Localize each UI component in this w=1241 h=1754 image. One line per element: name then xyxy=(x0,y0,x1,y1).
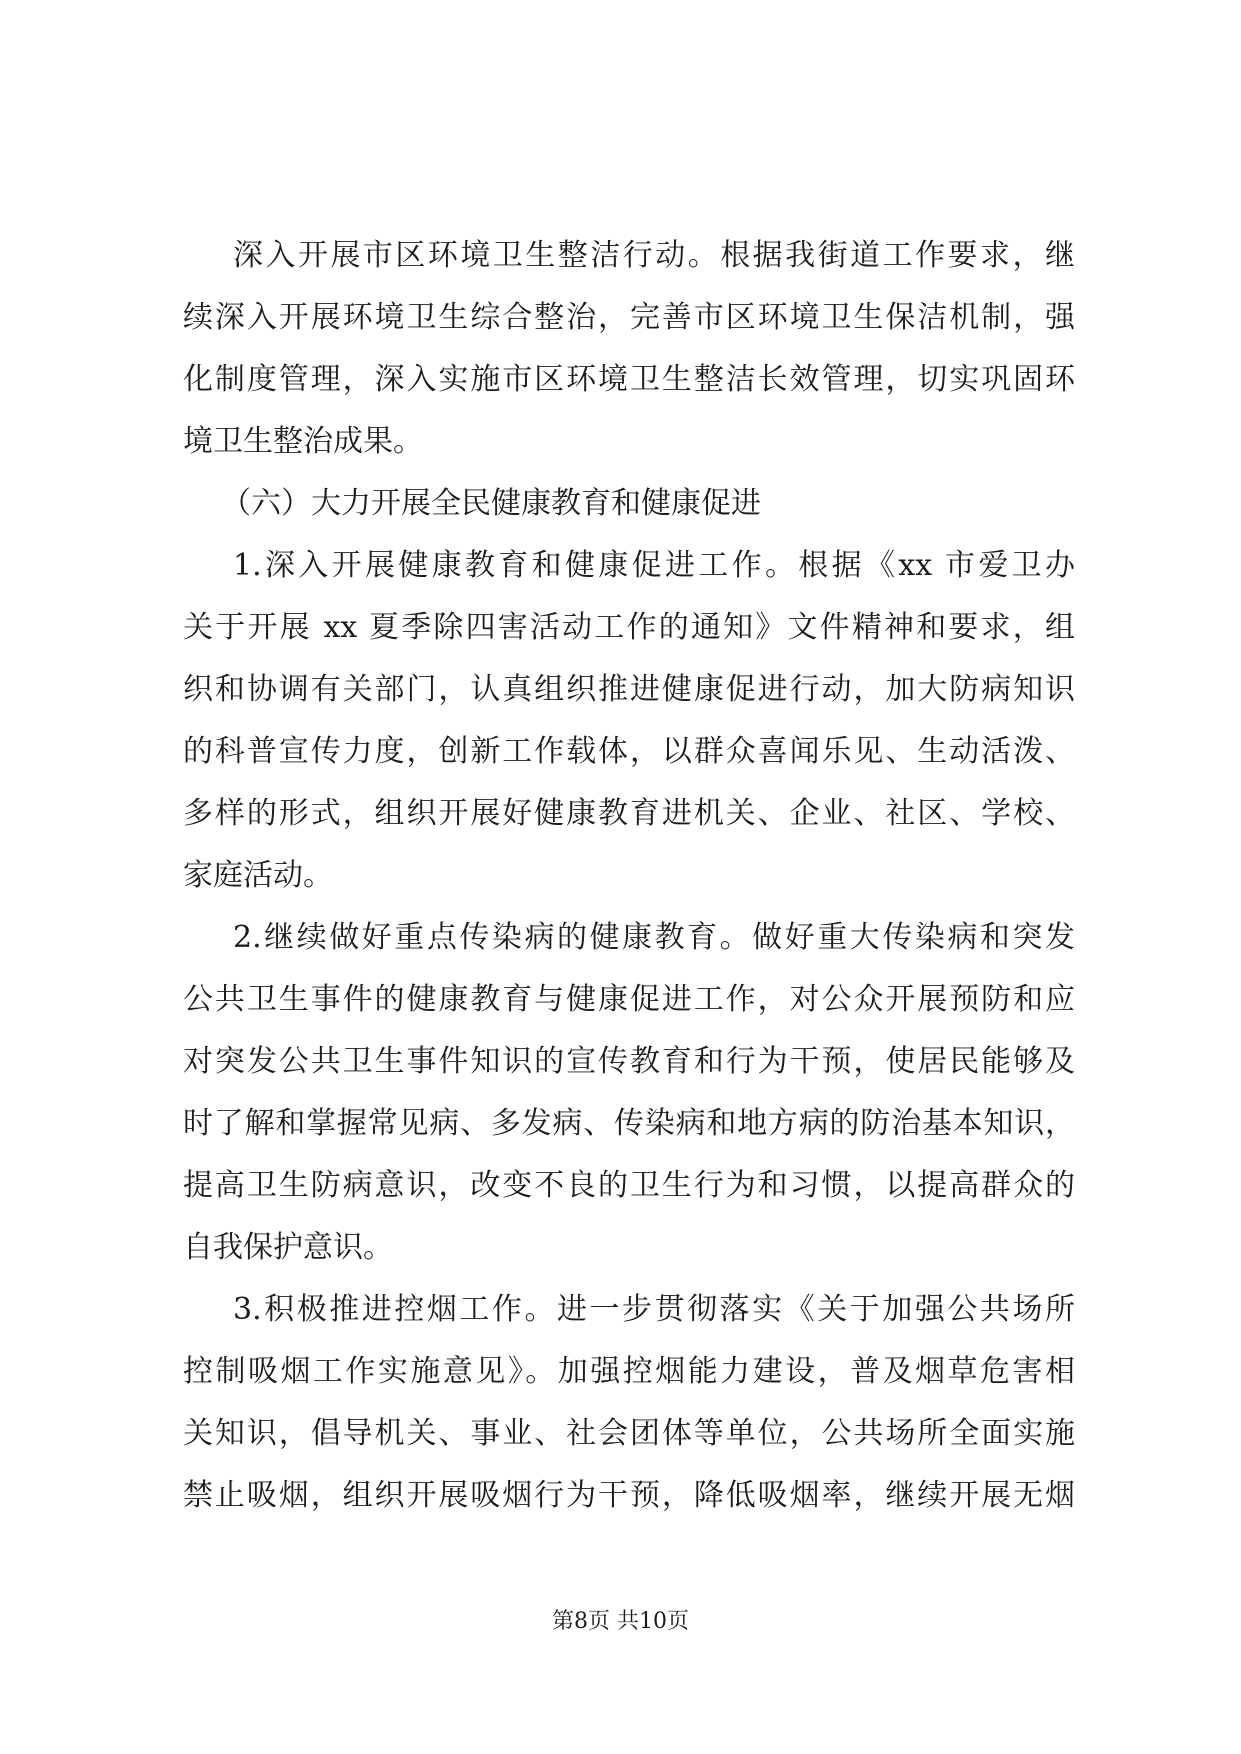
text-line: 织和协调有关部门，认真组织推进健康促进行动，加大防病知识 xyxy=(183,672,1075,707)
text-line: 1.深入开展健康教育和健康促进工作。根据《xx 市爱卫办 xyxy=(233,548,1075,583)
text-line: 深入开展市区环境卫生整洁行动。根据我街道工作要求，继 xyxy=(233,238,1075,273)
text-line: 时了解和掌握常见病、多发病、传染病和地方病的防治基本知识， xyxy=(183,1106,1075,1141)
text-line: 禁止吸烟，组织开展吸烟行为干预，降低吸烟率，继续开展无烟 xyxy=(183,1478,1075,1513)
text-line: 化制度管理，深入实施市区环境卫生整洁长效管理，切实巩固环 xyxy=(183,362,1075,397)
text-line: 公共卫生事件的健康教育与健康促进工作，对公众开展预防和应 xyxy=(183,982,1075,1017)
text-line: 的科普宣传力度，创新工作载体，以群众喜闻乐见、生动活泼、 xyxy=(183,734,1075,769)
text-line: 关知识，倡导机关、事业、社会团体等单位，公共场所全面实施 xyxy=(183,1416,1075,1451)
text-line: 对突发公共卫生事件知识的宣传教育和行为干预，使居民能够及 xyxy=(183,1044,1075,1079)
text-line: 关于开展 xx 夏季除四害活动工作的通知》文件精神和要求，组 xyxy=(183,610,1075,645)
text-line: 2.继续做好重点传染病的健康教育。做好重大传染病和突发 xyxy=(233,920,1075,955)
text-line: 续深入开展环境卫生综合整治，完善市区环境卫生保洁机制，强 xyxy=(183,300,1075,335)
text-line: 多样的形式，组织开展好健康教育进机关、企业、社区、学校、 xyxy=(183,796,1075,831)
text-line: 3.积极推进控烟工作。进一步贯彻落实《关于加强公共场所 xyxy=(233,1292,1075,1327)
document-body xyxy=(183,225,1075,1527)
text-line: 家庭活动。 xyxy=(183,858,333,893)
paragraph xyxy=(183,1279,1075,1527)
text-line: 自我保护意识。 xyxy=(183,1230,393,1265)
text-line: 控制吸烟工作实施意见》。加强控烟能力建设，普及烟草危害相 xyxy=(183,1354,1075,1389)
section-heading-text: （六）大力开展全民健康教育和健康促进 xyxy=(221,486,761,521)
text-line: 提高卫生防病意识，改变不良的卫生行为和习惯，以提高群众的 xyxy=(183,1168,1075,1203)
page-footer: 第8页 共10页 xyxy=(552,1609,689,1634)
section-heading xyxy=(183,473,1075,535)
paragraph xyxy=(183,535,1075,907)
paragraph xyxy=(183,907,1075,1279)
paragraph xyxy=(183,225,1075,473)
text-line: 境卫生整治成果。 xyxy=(183,424,423,459)
